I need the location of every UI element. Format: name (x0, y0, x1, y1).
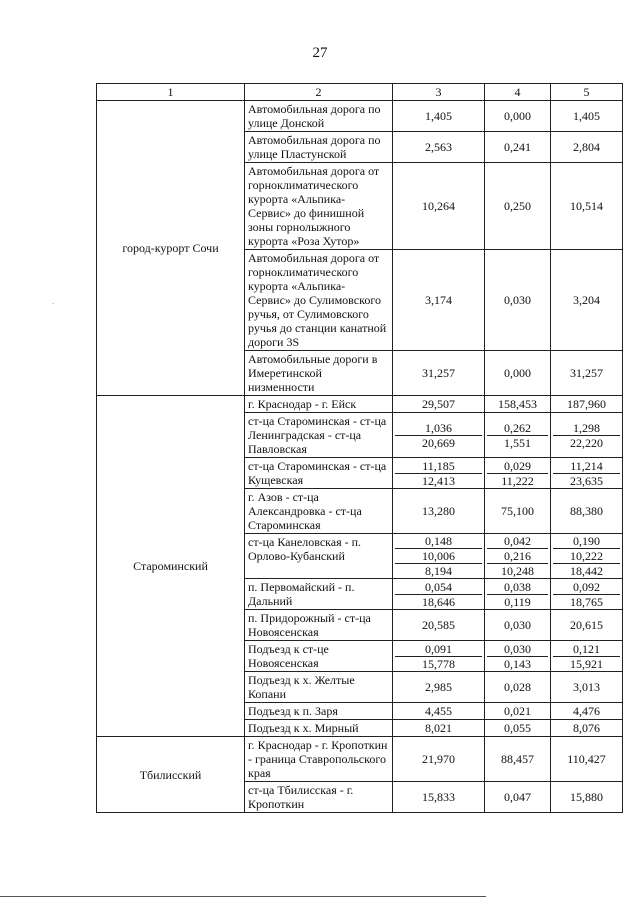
length-value: 22,220 (553, 435, 620, 450)
value-cell-c3 (393, 534, 485, 579)
length-value: 110,427 (567, 752, 606, 766)
length-value: 0,091 (425, 641, 452, 656)
value-cell-c3 (393, 250, 485, 351)
column-header: 4 (485, 84, 551, 101)
length-value: 0,216 (487, 548, 548, 563)
length-value: 8,076 (573, 721, 600, 735)
table-header-row (97, 84, 623, 101)
value-cell-c4 (485, 579, 551, 610)
length-value: 18,765 (553, 594, 620, 609)
length-value: 1,405 (425, 109, 452, 123)
length-value: 2,563 (425, 140, 452, 154)
value-cell-c5 (551, 737, 623, 782)
value-cell-c4 (485, 534, 551, 579)
column-header: 1 (97, 84, 245, 101)
length-value: 31,257 (422, 366, 455, 380)
length-value: 0,092 (573, 579, 600, 594)
length-value: 0,029 (504, 458, 531, 473)
value-cell-c3 (393, 396, 485, 413)
length-value: 15,921 (553, 656, 620, 671)
value-cell-c3 (393, 489, 485, 534)
value-cell-c4 (485, 737, 551, 782)
table-row (97, 101, 623, 132)
value-cell-c3 (393, 579, 485, 610)
bottom-rule (0, 896, 486, 897)
road-name-cell: Подъезд к х. Желтые Копани (245, 672, 393, 703)
road-name-cell: п. Первомайский - п. Дальний (245, 579, 393, 610)
length-value: 0,021 (504, 704, 531, 718)
length-value: 29,507 (422, 397, 455, 411)
length-value: 0,250 (504, 199, 531, 213)
column-header: 3 (393, 84, 485, 101)
length-value: 0,121 (573, 641, 600, 656)
length-value: 0,054 (425, 579, 452, 594)
value-cell-c4 (485, 641, 551, 672)
length-value: 21,970 (422, 752, 455, 766)
length-value: 0,030 (504, 618, 531, 632)
value-cell-c3 (393, 351, 485, 396)
value-cell-c3 (393, 163, 485, 250)
value-cell-c3 (393, 720, 485, 737)
road-name-cell: Автомобильная дорога от горноклиматического курорта «Альпика-Сервис» до финишной зоны горнолыжного курорта «Роза Хутор» (245, 163, 393, 250)
length-value: 4,455 (425, 704, 452, 718)
road-name-cell: ст-ца Староминская - ст-ца Ленинградская - ст-ца Павловская (245, 413, 393, 458)
road-name-cell: Подъезд к п. Заря (245, 703, 393, 720)
length-value: 1,405 (573, 109, 600, 123)
length-value: 0,047 (504, 790, 531, 804)
value-cell-c4 (485, 413, 551, 458)
length-value: 8,021 (425, 721, 452, 735)
length-value: 11,222 (487, 473, 548, 488)
length-value: 3,013 (573, 680, 600, 694)
value-cell-c5 (551, 703, 623, 720)
road-name-cell: г. Азов - ст-ца Александровка - ст-ца Староминская (245, 489, 393, 534)
length-value: 1,298 (573, 420, 600, 435)
length-value: 10,006 (395, 548, 482, 563)
roads-table-body (97, 84, 623, 813)
value-cell-c3 (393, 641, 485, 672)
value-cell-c4 (485, 720, 551, 737)
value-cell-c5 (551, 672, 623, 703)
road-name-cell: Автомобильная дорога по улице Пластунской (245, 132, 393, 163)
length-value: 2,985 (425, 680, 452, 694)
length-value: 0,030 (504, 641, 531, 656)
length-value: 0,241 (504, 140, 531, 154)
value-cell-c3 (393, 737, 485, 782)
length-value: 1,036 (425, 420, 452, 435)
value-cell-c4 (485, 101, 551, 132)
length-value: 0,000 (504, 366, 531, 380)
length-value: 15,778 (395, 656, 482, 671)
length-value: 158,453 (498, 397, 537, 411)
table-row (97, 396, 623, 413)
road-name-cell: Подъезд к ст-це Новоясенская (245, 641, 393, 672)
value-cell-c5 (551, 458, 623, 489)
length-value: 31,257 (570, 366, 603, 380)
length-value: 8,194 (395, 563, 482, 578)
road-name-cell: ст-ца Тбилисская - г. Кропоткин (245, 782, 393, 813)
road-name-cell: Автомобильная дорога по улице Донской (245, 101, 393, 132)
length-value: 15,833 (422, 790, 455, 804)
length-value: 0,143 (487, 656, 548, 671)
length-value: 88,457 (501, 752, 534, 766)
length-value: 20,585 (422, 618, 455, 632)
value-cell-c5 (551, 641, 623, 672)
value-cell-c3 (393, 672, 485, 703)
value-cell-c5 (551, 579, 623, 610)
value-cell-c5 (551, 610, 623, 641)
length-value: 0,038 (504, 579, 531, 594)
length-value: 0,262 (504, 420, 531, 435)
length-value: 20,669 (395, 435, 482, 450)
value-cell-c4 (485, 132, 551, 163)
value-cell-c5 (551, 101, 623, 132)
length-value: 10,248 (487, 563, 548, 578)
length-value: 0,148 (425, 534, 452, 548)
road-name-cell: Автомобильные дороги в Имеретинской низменности (245, 351, 393, 396)
length-value: 12,413 (395, 473, 482, 488)
margin-mark: . (52, 296, 55, 307)
value-cell-c5 (551, 720, 623, 737)
value-cell-c3 (393, 782, 485, 813)
region-cell: Тбилисский (97, 737, 245, 813)
length-value: 3,204 (573, 293, 600, 307)
value-cell-c3 (393, 458, 485, 489)
value-cell-c5 (551, 163, 623, 250)
value-cell-c5 (551, 250, 623, 351)
region-cell: Староминский (97, 396, 245, 737)
length-value: 0,000 (504, 109, 531, 123)
length-value: 0,028 (504, 680, 531, 694)
length-value: 0,042 (504, 534, 531, 548)
value-cell-c5 (551, 489, 623, 534)
road-name-cell: п. Придорожный - ст-ца Новоясенская (245, 610, 393, 641)
length-value: 75,100 (501, 504, 534, 518)
value-cell-c4 (485, 489, 551, 534)
value-cell-c4 (485, 610, 551, 641)
length-value: 10,264 (422, 199, 455, 213)
road-name-cell: ст-ца Староминская - ст-ца Кущевская (245, 458, 393, 489)
length-value: 18,442 (553, 563, 620, 578)
length-value: 0,119 (487, 594, 548, 609)
length-value: 0,030 (504, 293, 531, 307)
length-value: 1,551 (487, 435, 548, 450)
value-cell-c5 (551, 782, 623, 813)
value-cell-c5 (551, 534, 623, 579)
value-cell-c4 (485, 458, 551, 489)
value-cell-c4 (485, 703, 551, 720)
value-cell-c3 (393, 101, 485, 132)
column-header: 5 (551, 84, 623, 101)
length-value: 4,476 (573, 704, 600, 718)
value-cell-c4 (485, 672, 551, 703)
value-cell-c4 (485, 782, 551, 813)
length-value: 10,514 (570, 199, 603, 213)
value-cell-c4 (485, 163, 551, 250)
column-header: 2 (245, 84, 393, 101)
length-value: 187,960 (567, 397, 606, 411)
length-value: 11,185 (422, 458, 455, 473)
value-cell-c4 (485, 396, 551, 413)
road-name-cell: ст-ца Канеловская - п. Орлово-Кубанский (245, 534, 393, 579)
value-cell-c5 (551, 396, 623, 413)
length-value: 2,804 (573, 140, 600, 154)
value-cell-c3 (393, 413, 485, 458)
length-value: 23,635 (553, 473, 620, 488)
value-cell-c3 (393, 703, 485, 720)
page-number: 27 (312, 45, 328, 61)
length-value: 15,880 (570, 790, 603, 804)
table-row (97, 737, 623, 782)
value-cell-c3 (393, 132, 485, 163)
value-cell-c5 (551, 413, 623, 458)
length-value: 13,280 (422, 504, 455, 518)
length-value: 11,214 (570, 458, 603, 473)
length-value: 0,055 (504, 721, 531, 735)
value-cell-c5 (551, 132, 623, 163)
road-name-cell: Подъезд к х. Мирный (245, 720, 393, 737)
region-cell: город-курорт Сочи (97, 101, 245, 396)
road-name-cell: г. Краснодар - г. Кропоткин - граница Ставропольского края (245, 737, 393, 782)
road-name-cell: г. Краснодар - г. Ейск (245, 396, 393, 413)
value-cell-c4 (485, 250, 551, 351)
length-value: 0,190 (573, 534, 600, 548)
road-name-cell: Автомобильная дорога от горноклиматического курорта «Альпика-Сервис» до Сулимовского ручья, от Сулимовского ручья до станции канатной дороги 3S (245, 250, 393, 351)
length-value: 18,646 (395, 594, 482, 609)
length-value: 20,615 (570, 618, 603, 632)
value-cell-c3 (393, 610, 485, 641)
value-cell-c4 (485, 351, 551, 396)
length-value: 88,380 (570, 504, 603, 518)
value-cell-c5 (551, 351, 623, 396)
length-value: 3,174 (425, 293, 452, 307)
length-value: 10,222 (553, 548, 620, 563)
roads-table (96, 83, 623, 813)
